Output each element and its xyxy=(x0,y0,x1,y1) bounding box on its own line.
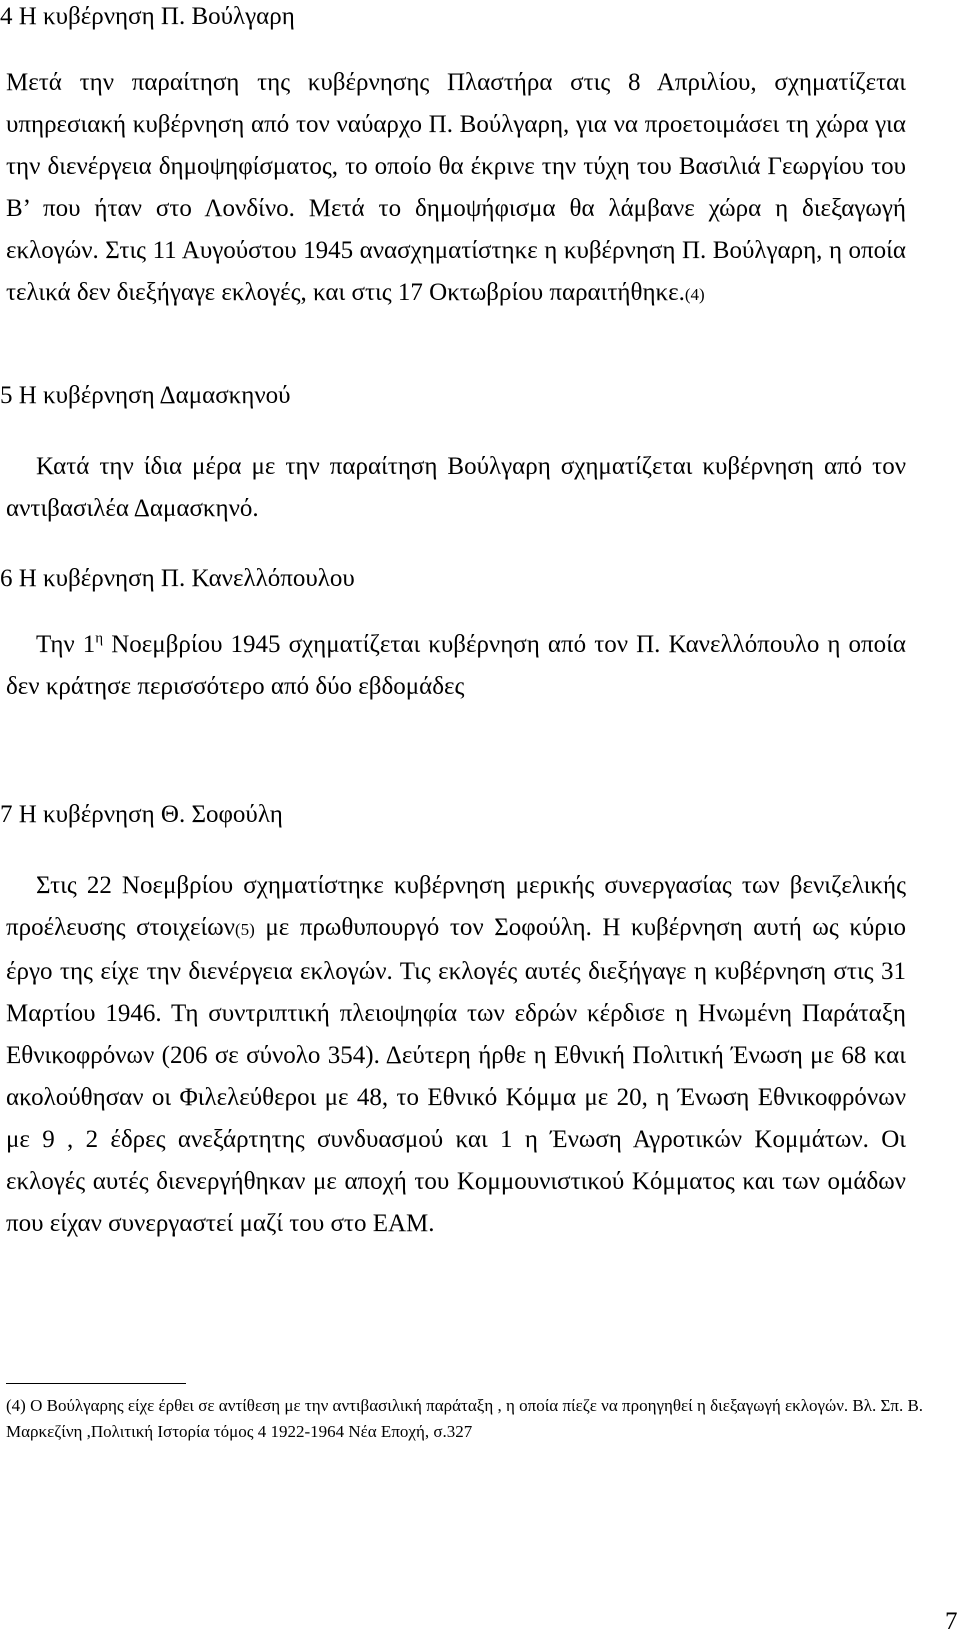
section-body-7-start: Στις 22 Νοεμβρίου σχηματίστηκε κυβέρνηση μερικής συνεργασίας των βενιζελικής προέλευσης στοιχείων xyxy=(6,872,906,941)
footnote-ref-4: (4) xyxy=(684,285,705,304)
section-heading-6: 6 Η κυβέρνηση Π. Κανελλόπουλου xyxy=(0,565,355,592)
section-heading-4: 4 Η κυβέρνηση Π. Βούλγαρη xyxy=(0,3,295,30)
section-heading-5: 5 Η κυβέρνηση Δαμασκηνού xyxy=(0,382,291,409)
footnote-ref-5: (5) xyxy=(234,920,255,939)
section-body-7 xyxy=(6,865,906,1245)
page-number: 7 xyxy=(945,1608,958,1635)
footnote: (4) Ο Βούλγαρης είχε έρθει σε αντίθεση με την αντιβασιλική παράταξη , η οποία πίεζε να προηγηθεί η διεξαγωγή εκλογών. Βλ. Σπ. Β. Μαρκεζίνη ,Πολιτική Ιστορία τόμος 4 1922-1964 Νέα Εποχή, σ.327 xyxy=(6,1396,924,1441)
section-body-6-start: Την 1 xyxy=(36,631,96,658)
section-heading-7: 7 Η κυβέρνηση Θ. Σοφούλη xyxy=(0,801,283,828)
section-body-6 xyxy=(6,624,906,708)
section-body-5: Κατά την ίδια μέρα με την παραίτηση Βούλγαρη σχηματίζεται κυβέρνηση από τον αντιβασιλέα Δαμασκηνό. xyxy=(6,453,906,522)
footnote-rule xyxy=(6,1383,186,1384)
section-body-7-rest: με πρωθυπουργό τον Σοφούλη. Η κυβέρνηση αυτή ως κύριο έργο της είχε την διενέργεια εκλογών. Τις εκλογές αυτές διεξήγαγε η κυβέρνηση στις 31 Μαρτίου 1946. Τη συντριπτική πλειοψηφία των εδρών κέρδισε η Ηνωμένη Παράταξη Εθνικοφρόνων (206 σε σύνολο 354). Δεύτερη ήρθε η Εθνική Πολιτική Ένωση με 68 και ακολούθησαν οι Φιλελεύθεροι με 48, το Εθνικό Κόμμα με 20, η Ένωση Εθνικοφρόνων με 9 , 2 έδρες ανεξάρτητης συνδυασμού και 1 η Ένωση Αγροτικών Κομμάτων. Οι εκλογές αυτές διενεργήθηκαν με αποχή του Κομμουνιστικού Κόμματος και των ομάδων που είχαν συνεργαστεί μαζί του στο ΕΑΜ. xyxy=(6,914,906,1237)
ordinal-superscript: η xyxy=(95,630,104,647)
section-body-4-text: Μετά την παραίτηση της κυβέρνησης Πλαστήρα στις 8 Απριλίου, σχηματίζεται υπηρεσιακή κυβέρνηση από τον ναύαρχο Π. Βούλγαρη, για να προετοιμάσει τη χώρα για την διενέργεια δημοψηφίσματος, το οποίο θα έκρινε την τύχη του Βασιλιά Γεωργίου του Β’ που ήταν στο Λονδίνο. Μετά το δημοψήφισμα θα λάμβανε χώρα η διεξαγωγή εκλογών. Στις 11 Αυγούστου 1945 ανασχηματίστηκε η κυβέρνηση Π. Βούλγαρη, η οποία τελικά δεν διεξήγαγε εκλογές, και στις 17 Οκτωβρίου παραιτήθηκε. xyxy=(6,69,906,306)
section-body-4 xyxy=(6,62,906,316)
section-body-6-rest: Νοεμβρίου 1945 σχηματίζεται κυβέρνηση από τον Π. Κανελλόπουλο η οποία δεν κράτησε περισσότερο από δύο εβδομάδες xyxy=(6,631,906,700)
